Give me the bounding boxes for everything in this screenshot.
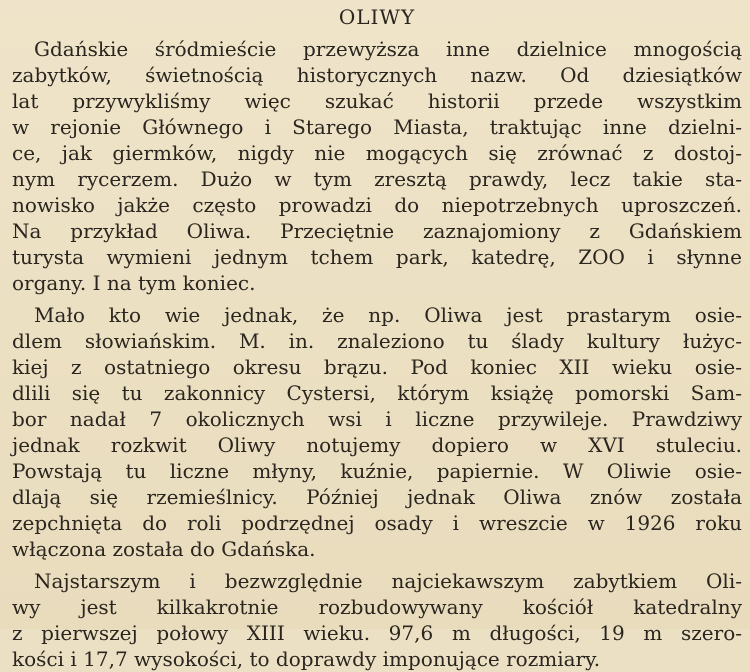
paragraph-1 [12, 36, 742, 296]
text-line: dlem słowiańskim. M. in. znaleziono tu ślady kultury łużyc- [12, 329, 742, 353]
text-line: nowisko jakże często prowadzi do niepotrzebnych uproszczeń. [12, 193, 742, 217]
text-line: dlili się tu zakonnicy Cystersi, którym książę pomorski Sam- [12, 381, 742, 405]
text-line: dlają się rzemieślnicy. Później jednak Oliwa znów została [12, 485, 742, 509]
text-line: organy. I na tym koniec. [12, 271, 256, 295]
text-line: jednak rozkwit Oliwy notujemy dopiero w XVI stuleciu. [12, 433, 742, 457]
text-line: Na przykład Oliwa. Przeciętnie zaznajomiony z Gdańskiem [12, 219, 742, 243]
text-line: z pierwszej połowy XIII wieku. 97,6 m długości, 19 m szero- [12, 621, 742, 645]
text-line: kiej z ostatniego okresu brązu. Pod koniec XII wieku osie- [12, 355, 742, 379]
text-line: bor nadał 7 okolicznych wsi i liczne przywileje. Prawdziwy [12, 407, 742, 431]
text-line: nym rycerzem. Dużo w tym zresztą prawdy, lecz takie sta- [12, 167, 742, 191]
text-line: lat przywykliśmy więc szukać historii przede wszystkim [12, 89, 742, 113]
text-line: Mało kto wie jednak, że np. Oliwa jest prastarym osie- [34, 303, 742, 327]
text-line: zabytków, świetnością historycznych nazw. Od dziesiątków [12, 63, 742, 87]
text-line: turysta wymieni jednym tchem park, katedrę, ZOO i słynne [12, 245, 742, 269]
text-line: wy jest kilkakrotnie rozbudowywany kościół katedralny [12, 595, 742, 619]
paragraph-2 [12, 302, 742, 562]
text-line: włączona została do Gdańska. [12, 537, 316, 561]
article-title: OLIWY [338, 5, 416, 29]
text-line: Powstają tu liczne młyny, kuźnie, papiernie. W Oliwie osie- [12, 459, 742, 483]
text-line: zepchnięta do roli podrzędnej osady i wreszcie w 1926 roku [12, 511, 742, 535]
text-line: Najstarszym i bezwzględnie najciekawszym zabytkiem Oli- [34, 569, 742, 593]
text-line: Gdańskie śródmieście przewyższa inne dzielnice mnogością [34, 37, 742, 61]
text-line: kości i 17,7 wysokości, to doprawdy imponujące rozmiary. [12, 647, 601, 671]
paragraph-3 [12, 568, 742, 672]
text-line: ce, jak giermków, nigdy nie mogących się zrównać z dostoj- [12, 141, 742, 165]
text-line: w rejonie Głównego i Starego Miasta, traktując inne dzielni- [12, 115, 742, 139]
